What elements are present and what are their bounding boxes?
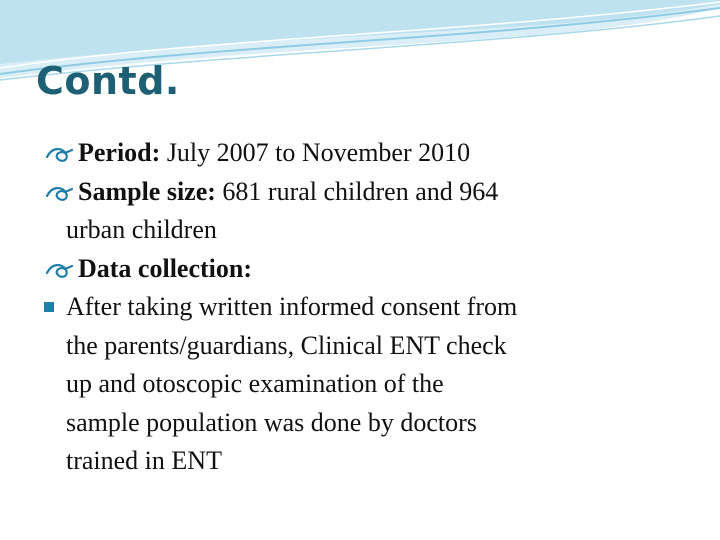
sample-size-label: Sample size: bbox=[78, 176, 216, 206]
sample-size-line bbox=[78, 173, 668, 212]
sample-size-continuation: urban children bbox=[66, 215, 217, 244]
bullet-data-collection bbox=[44, 250, 668, 289]
slide-title: Contd. bbox=[36, 59, 180, 103]
sample-size-value: 681 rural children and 964 bbox=[215, 176, 499, 206]
procedure-line-3: up and otoscopic examination of the bbox=[66, 369, 444, 398]
ribbon-curl-icon bbox=[44, 260, 74, 280]
square-bullet-icon bbox=[44, 302, 54, 312]
period-value: July 2007 to November 2010 bbox=[160, 138, 471, 167]
procedure-line-1: After taking written informed consent from bbox=[66, 292, 518, 321]
bullet-period bbox=[44, 134, 668, 173]
procedure-line-5: trained in ENT bbox=[66, 446, 222, 475]
period-label: Period: bbox=[78, 138, 161, 167]
data-collection-label: Data collection: bbox=[78, 253, 253, 283]
procedure-line-2: the parents/guardians, Clinical ENT check bbox=[66, 330, 507, 360]
bullet-sample-size bbox=[44, 173, 668, 250]
slide-body bbox=[44, 134, 668, 481]
sub-bullet-procedure bbox=[44, 288, 668, 481]
ribbon-curl-icon bbox=[44, 144, 74, 164]
procedure-line-4: sample population was done by doctors bbox=[66, 407, 477, 437]
ribbon-curl-icon bbox=[44, 183, 74, 203]
